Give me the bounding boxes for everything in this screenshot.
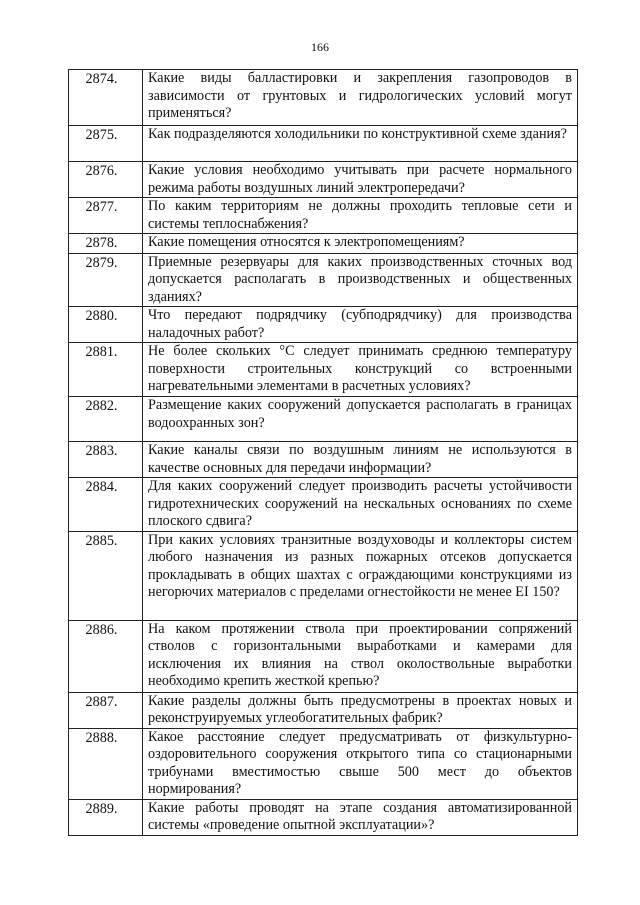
- table-row: [69, 307, 578, 343]
- question-text: Какие помещения относятся к электропомещениям?: [143, 234, 578, 254]
- page-number: 166: [311, 40, 329, 54]
- question-text: Какие разделы должны быть предусмотрены в проектах новых и реконструируемых углеобогатительных фабрик?: [143, 692, 578, 728]
- question-text: Для каких сооружений следует производить расчеты устойчивости гидротехнических сооружений на нескальных основаниях по схеме плоского сдвига?: [143, 478, 578, 532]
- question-number: 2889.: [69, 799, 143, 835]
- question-number: 2878.: [69, 234, 143, 254]
- table-row: [69, 126, 578, 162]
- question-text: Размещение каких сооружений допускается располагать в границах водоохранных зон?: [143, 397, 578, 442]
- question-number: 2882.: [69, 397, 143, 442]
- question-number: 2885.: [69, 531, 143, 620]
- table-row: [69, 162, 578, 198]
- table-row: [69, 442, 578, 478]
- table-row: [69, 478, 578, 532]
- question-number: 2877.: [69, 198, 143, 234]
- table-row: [69, 234, 578, 254]
- question-number: 2884.: [69, 478, 143, 532]
- question-number: 2879.: [69, 253, 143, 307]
- question-text: Не более скольких °С следует принимать среднюю температуру поверхности строительных конструкций со встроенными нагревательными элементами в расчетных условиях?: [143, 343, 578, 397]
- question-text: Какое расстояние следует предусматривать от физкультурно-оздоровительного сооружения открытого типа со стационарными трибунами вместимостью свыше 500 мест до объектов нормирования?: [143, 728, 578, 799]
- question-number: 2887.: [69, 692, 143, 728]
- table-row: [69, 692, 578, 728]
- question-text: На каком протяжении ствола при проектировании сопряжений стволов с горизонтальными выработками и камерами для исключения их влияния на ствол околоствольные выработки необходимо крепить жесткой крепью?: [143, 620, 578, 692]
- question-text: Какие виды балластировки и закрепления газопроводов в зависимости от грунтовых и гидрологических условий могут применяться?: [143, 70, 578, 126]
- question-number: 2874.: [69, 70, 143, 126]
- question-number: 2881.: [69, 343, 143, 397]
- question-text: Как подразделяются холодильники по конструктивной схеме здания?: [143, 126, 578, 162]
- table-row: [69, 198, 578, 234]
- question-text: Приемные резервуары для каких производственных сточных вод допускается располагать в производственных и общественных зданиях?: [143, 253, 578, 307]
- questions-table: [68, 69, 578, 836]
- question-number: 2876.: [69, 162, 143, 198]
- table-row: [69, 343, 578, 397]
- question-text: Какие каналы связи по воздушным линиям не используются в качестве основных для передачи информации?: [143, 442, 578, 478]
- table-row: [69, 728, 578, 799]
- table-row: [69, 531, 578, 620]
- question-text: Какие работы проводят на этапе создания автоматизированной системы «проведение опытной эксплуатации»?: [143, 799, 578, 835]
- question-number: 2888.: [69, 728, 143, 799]
- table-row: [69, 397, 578, 442]
- table-row: [69, 799, 578, 835]
- question-number: 2883.: [69, 442, 143, 478]
- question-number: 2886.: [69, 620, 143, 692]
- table-row: [69, 253, 578, 307]
- question-text: Что передают подрядчику (субподрядчику) для производства наладочных работ?: [143, 307, 578, 343]
- question-text: При каких условиях транзитные воздуховоды и коллекторы систем любого назначения из разных пожарных отсеков допускается прокладывать в общих шахтах с ограждающими конструкциями из негорючих материалов с пределами огнестойкости не менее EI 150?: [143, 531, 578, 620]
- table-row: [69, 70, 578, 126]
- table-row: [69, 620, 578, 692]
- question-number: 2880.: [69, 307, 143, 343]
- question-number: 2875.: [69, 126, 143, 162]
- question-text: Какие условия необходимо учитывать при расчете нормального режима работы воздушных линий электропередачи?: [143, 162, 578, 198]
- question-text: По каким территориям не должны проходить тепловые сети и системы теплоснабжения?: [143, 198, 578, 234]
